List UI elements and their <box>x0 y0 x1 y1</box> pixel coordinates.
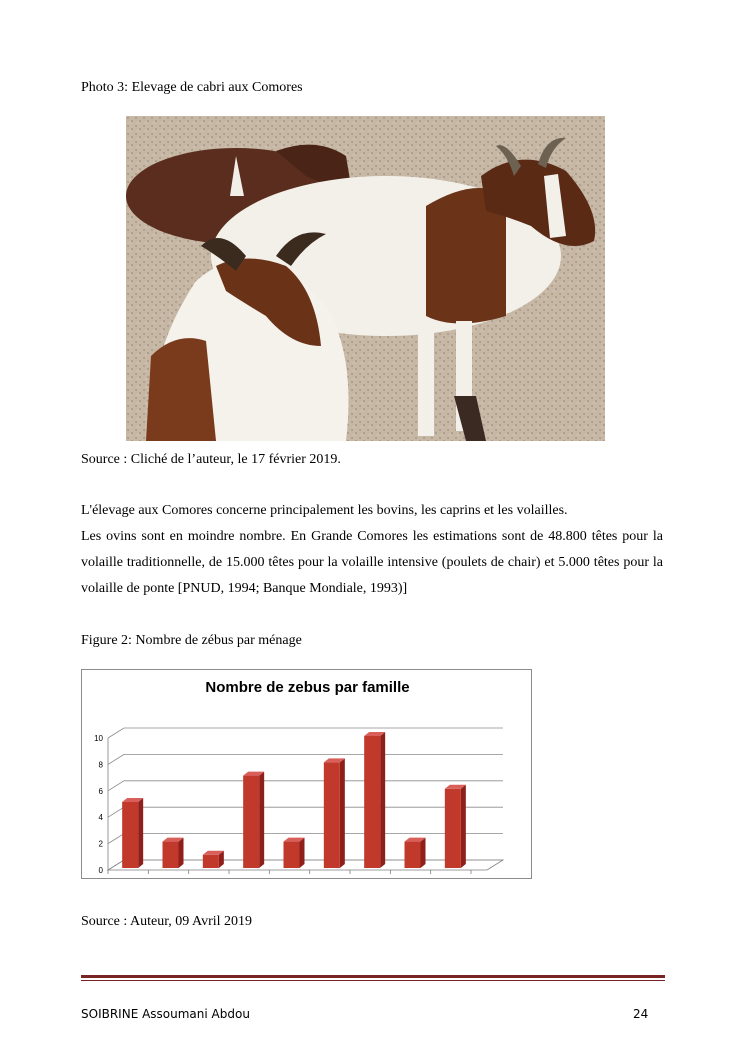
y-tick-label: 10 <box>94 734 103 743</box>
bar <box>405 842 421 868</box>
gridline <box>108 807 503 817</box>
page-number: 24 <box>633 1007 649 1021</box>
bar <box>163 842 179 868</box>
chart-plot <box>82 670 531 878</box>
bar-side <box>179 838 184 868</box>
photo-caption: Photo 3: Elevage de cabri aux Comores <box>81 80 303 95</box>
bar-side <box>300 838 305 868</box>
chart-title: Nombre de zebus par famille <box>205 679 410 696</box>
bar-side <box>340 758 345 868</box>
bar-side <box>259 772 264 868</box>
bar <box>243 776 259 868</box>
bar-side <box>138 798 143 868</box>
footer-rule-thin <box>81 980 665 981</box>
bar <box>203 855 219 868</box>
bar-side <box>421 838 426 868</box>
gridline <box>108 781 503 791</box>
photo-source: Source : Cliché de l’auteur, le 17 février 2019. <box>81 452 341 467</box>
bar-side <box>461 785 466 868</box>
body-paragraph <box>81 498 663 602</box>
paragraph-body: Les ovins sont en moindre nombre. En Grande Comores les estimations sont de 48.800 têtes pour la volaille traditionnelle, de 15.000 têtes pour la volaille intensive (poulets de chair) et 5.000 têtes pour la volaille de ponte [PNUD, 1994; Banque Mondiale, 1993)] <box>81 529 663 596</box>
gridline <box>108 728 503 738</box>
footer-rule <box>81 975 665 978</box>
goats-photo <box>126 116 605 441</box>
footer-author: SOIBRINE Assoumani Abdou <box>81 1007 250 1021</box>
bar <box>122 802 138 868</box>
bar <box>364 736 380 868</box>
bar <box>284 842 300 868</box>
bar <box>445 789 461 868</box>
y-tick-label: 8 <box>98 760 103 770</box>
bar-chart <box>81 669 532 879</box>
y-tick-label: 4 <box>98 813 103 823</box>
bar <box>324 762 340 868</box>
paragraph-line-1: L'élevage aux Comores concerne principalement les bovins, les caprins et les volailles. <box>81 503 568 518</box>
gridline <box>108 754 503 764</box>
y-tick-label: 0 <box>98 866 103 875</box>
y-tick-label: 6 <box>98 786 103 796</box>
figure-source: Source : Auteur, 09 Avril 2019 <box>81 914 253 929</box>
figure-caption: Figure 2: Nombre de zébus par ménage <box>81 633 302 648</box>
bar-side <box>380 732 385 868</box>
y-tick-label: 2 <box>98 839 103 849</box>
